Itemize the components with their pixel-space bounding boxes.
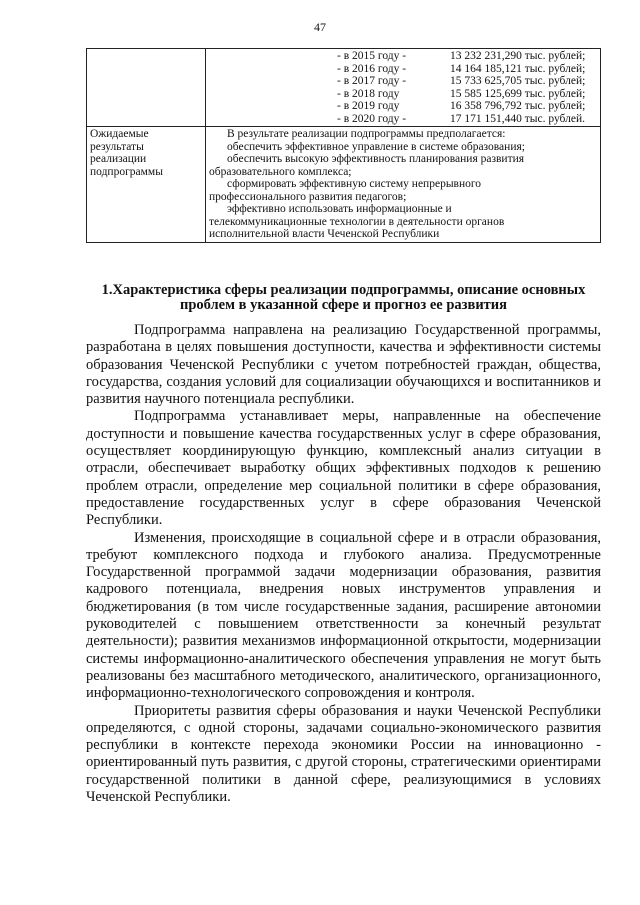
funding-amount: 16 358 796,792 тыс. рублей;: [450, 100, 586, 112]
funding-year: - в 2016 году -: [337, 62, 407, 75]
paragraph: Подпрограмма направлена на реализацию Государственной программы, разработана в целях повышения доступности, качества и эффективности системы образования Чеченской Республики с учетом потребностей граждан, общества, государства, создания условий для социализации обучающихся и воспитанников и развития научного потенциала республики.: [86, 322, 601, 408]
funding-amount: 15 585 125,699 тыс. рублей;: [450, 87, 586, 100]
funding-year: - в 2015 году -: [337, 50, 407, 62]
page-number: 47: [314, 20, 326, 34]
result-line: телекоммуникационные технологии в деятельности органов: [209, 215, 505, 228]
result-line: образовательного комплекса;: [209, 165, 352, 178]
funding-amount: 15 733 625,705 тыс. рублей;: [450, 75, 586, 87]
funding-line: [209, 63, 597, 76]
funding-line: [209, 50, 597, 63]
paragraph: Приоритеты развития сферы образования и науки Чеченской Республики определяются, с одной стороны, задачами социально-экономического развития республики в контексте перехода экономики России на инновационно - ориентированный путь развития, с другой стороны, стратегическими ориентирами государственной политики в данной сфере, реализующимися в условиях Чеченской Республики.: [86, 702, 601, 806]
result-line: профессионального развития педагогов;: [209, 190, 407, 203]
funding-amount: 13 232 231,290 тыс. рублей;: [450, 50, 586, 62]
body-text: [86, 322, 601, 806]
funding-values-cell: [206, 49, 601, 127]
expected-results-cell: [206, 127, 601, 243]
funding-line: [209, 100, 597, 113]
funding-amount: 17 171 151,440 тыс. рублей.: [450, 112, 585, 125]
funding-year: - в 2017 году -: [337, 75, 407, 87]
paragraph: Подпрограмма устанавливает меры, направленные на обеспечение доступности и повышение качества государственных услуг в сфере образования, осуществляет координирующую функцию, комплексный анализ ситуации в отрасли, обеспечивает выработку общих эффективных подходов к решению проблем отрасли, определение мер социальной политики в сфере образования, предоставление государственных услуг в сфере образования Чеченской Республики.: [86, 408, 601, 529]
program-passport-table: [86, 48, 601, 243]
funding-line: [209, 75, 597, 88]
result-line: исполнительной власти Чеченской Республики: [209, 228, 440, 240]
paragraph: Изменения, происходящие в социальной сфере и в отрасли образования, требуют комплексного подхода и глубокого анализа. Предусмотренные Государственной программой задачи модернизации образования, развития кадрового потенциала, внедрения новых инструментов управления и бюджетирования (в том числе государственные задания, расширение автономии руководителей с повышением ответственности за конечный результат деятельности); развития механизмов информационной открытости, модернизации системы информационно-аналитического обеспечения управления не могут быть реализованы без масштабного методического, аналитического, организационного, информационно-технологического сопровождения и контроля.: [86, 529, 601, 702]
funding-amount: 14 164 185,121 тыс. рублей;: [450, 62, 586, 75]
funding-year: - в 2018 году: [337, 87, 400, 100]
funding-line: [209, 113, 597, 126]
funding-year: - в 2019 году: [337, 100, 400, 112]
funding-label-cell: [87, 49, 206, 127]
result-line: сформировать эффективную систему непрерывного: [227, 178, 482, 190]
expected-results-row: [87, 127, 601, 243]
result-line: обеспечить эффективное управление в системе образования;: [227, 140, 525, 153]
expected-results-label: Ожидаемые результаты реализации подпрограммы: [87, 127, 206, 243]
result-line: обеспечить высокую эффективность планирования развития: [227, 153, 525, 165]
funding-year: - в 2020 году -: [337, 112, 407, 125]
funding-line: [209, 88, 597, 101]
result-line: В результате реализации подпрограммы предполагается:: [227, 128, 506, 140]
funding-row: [87, 49, 601, 127]
section-title: 1.Характеристика сферы реализации подпрограммы, описание основных проблем в указанной сфере и прогноз ее развития: [101, 282, 586, 313]
result-line: эффективно использовать информационные и: [227, 203, 452, 215]
